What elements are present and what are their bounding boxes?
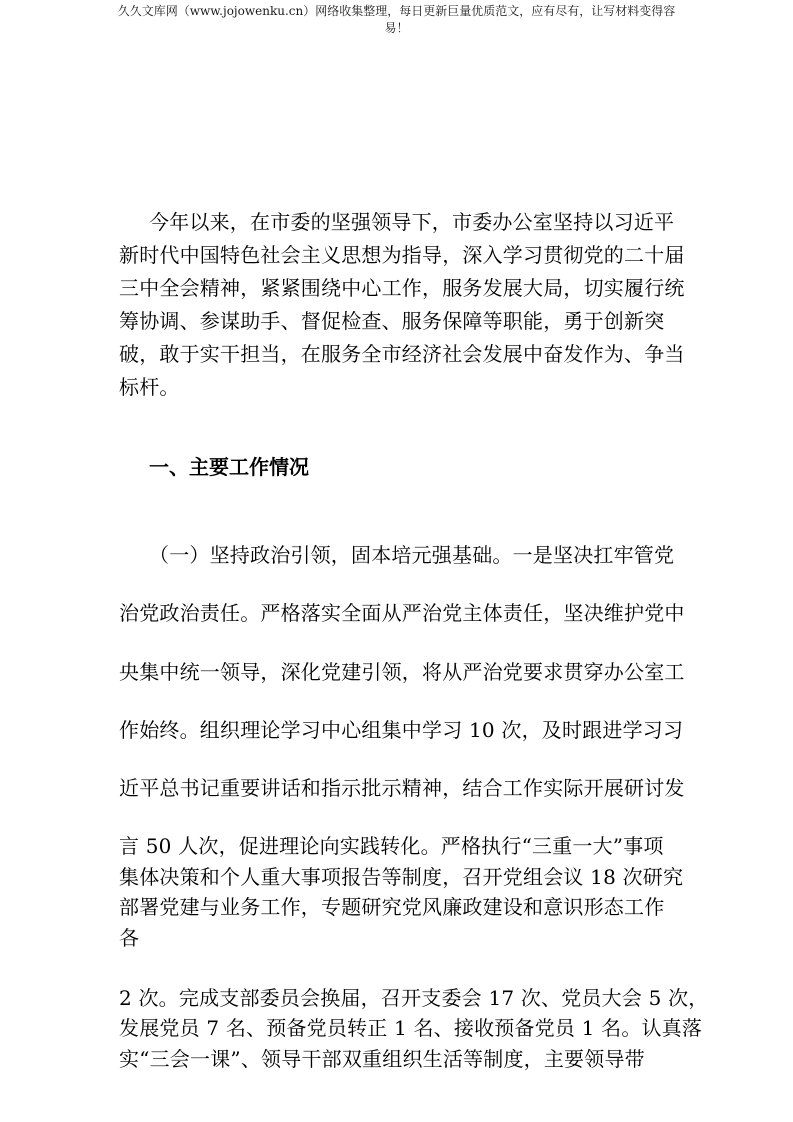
section-line: 各 — [119, 926, 140, 950]
page-header — [0, 3, 793, 37]
section-line: 实“三会一课”、领导干部双重组织生活等制度，主要领导带 — [119, 1047, 645, 1071]
section-line: 央集中统一领导，深化党建引领，将从严治党要求贯穿办公室工 — [119, 660, 685, 684]
section-line: 治党政治责任。严格落实全面从严治党主体责任，坚决维护党中 — [119, 601, 685, 625]
section-line: 集体决策和个人重大事项报告等制度，召开党组会议 18 次研究 — [119, 865, 684, 889]
section-line: 近平总书记重要讲话和指示批示精神，结合工作实际开展研讨发 — [119, 776, 685, 800]
intro-line: 今年以来，在市委的坚强领导下，市委办公室坚持以习近平 — [149, 210, 675, 234]
section-line: 发展党员 7 名、预备党员转正 1 名、接收预备党员 1 名。认真落 — [119, 1016, 703, 1040]
section-heading: 一、主要工作情况 — [149, 455, 309, 479]
header-line-1: 久久文库网（www.jojowenku.cn）网络收集整理，每日更新巨量优质范文，应有尽有，让写材料变得容 — [117, 4, 676, 18]
intro-line: 标杆。 — [119, 375, 180, 399]
section-line: 部署党建与业务工作，专题研究党风廉政建设和意识形态工作 — [119, 895, 665, 919]
intro-line: 筹协调、参谋助手、督促检查、服务保障等职能，勇于创新突 — [119, 309, 665, 333]
section-line: 言 50 人次，促进理论向实践转化。严格执行“三重一大”事项 — [119, 834, 664, 858]
intro-line: 破，敢于实干担当，在服务全市经济社会发展中奋发作为、争当 — [119, 342, 685, 366]
header-line-2: 易！ — [384, 21, 409, 35]
section-line: 2 次。完成支部委员会换届，召开支委会 17 次、党员大会 5 次， — [119, 986, 709, 1010]
section-line: 作始终。组织理论学习中心组集中学习 10 次，及时跟进学习习 — [119, 718, 684, 742]
intro-line: 新时代中国特色社会主义思想为指导，深入学习贯彻党的二十届 — [119, 243, 685, 267]
intro-line: 三中全会精神，紧紧围绕中心工作，服务发展大局，切实履行统 — [119, 276, 685, 300]
section-line: （一）坚持政治引领，固本培元强基础。一是坚决扛牢管党 — [149, 543, 675, 567]
